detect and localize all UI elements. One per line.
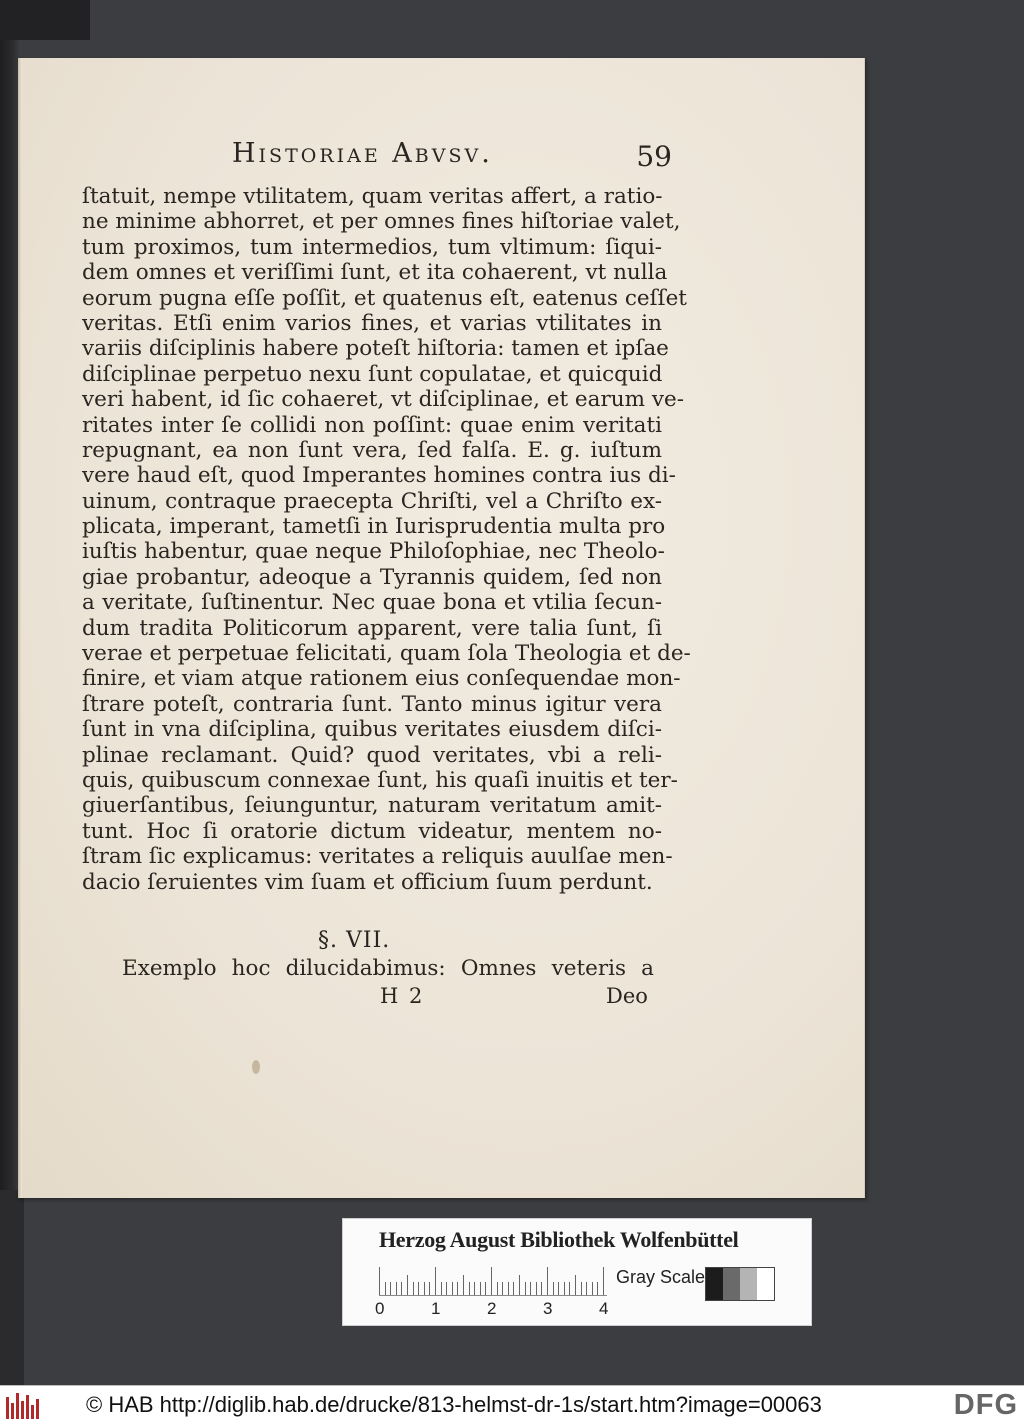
book-cover-corner — [0, 0, 90, 40]
ruler-tick — [441, 1282, 442, 1295]
page-header — [232, 138, 672, 178]
text-line: quis, quibuscum connexae ſunt, his quaſi inuitis et ter- — [82, 767, 678, 793]
text-line: dacio ſeruientes vim ſuam et officium ſuum perdunt. — [82, 869, 653, 895]
ruler-tick — [385, 1282, 386, 1295]
ruler-tick — [502, 1282, 503, 1295]
text-line: uinum, contraque praecepta Chriſti, vel a Chriſto ex- — [82, 488, 662, 514]
ruler-tick — [597, 1282, 598, 1295]
ruler-tick — [592, 1282, 593, 1295]
text-line: giae probantur, adeoque a Tyrannis quidem, ſed non — [82, 564, 662, 590]
logo-bar — [36, 1399, 39, 1419]
ruler-tick — [463, 1275, 464, 1295]
gray-swatch — [740, 1268, 757, 1300]
grayscale-label: Gray Scale — [616, 1267, 706, 1287]
hab-logo-icon — [6, 1391, 42, 1419]
gray-swatch — [723, 1268, 740, 1300]
ruler-tick — [457, 1282, 458, 1295]
scale-card — [342, 1218, 812, 1326]
text-line: plicata, imperant, tametſi in Iurisprudentia multa pro — [82, 514, 666, 540]
page-gutter-shadow — [18, 58, 22, 1198]
ruler-tick — [379, 1267, 380, 1295]
text-line: diſciplinae perpetuo nexu ſunt copulatae, et quicquid — [82, 361, 663, 387]
text-line: dem omnes et veriſſimi ſunt, et ita cohaerent, vt nulla — [82, 260, 668, 286]
text-line: repugnant, ea non ſunt vera, ſed falſa. E. g. iuſtum — [82, 437, 662, 463]
measurement-ruler — [379, 1265, 607, 1296]
gray-swatch — [757, 1268, 774, 1300]
ruler-tick — [513, 1282, 514, 1295]
ruler-labels — [373, 1299, 613, 1319]
text-line: verae et perpetuae felicitati, quam ſola Theologia et de- — [82, 641, 691, 667]
text-line: ſtram ſic explicamus: veritates a reliquis auulſae men- — [82, 844, 673, 870]
ruler-tick — [525, 1282, 526, 1295]
page-number: 59 — [636, 140, 672, 173]
ruler-tick — [469, 1282, 470, 1295]
ruler-tick — [547, 1267, 548, 1295]
ruler-tick — [586, 1282, 587, 1295]
catchword: Deo — [606, 984, 648, 1008]
text-line: finire, et viam atque rationem eius conſequendae mon- — [82, 666, 681, 692]
ruler-tick — [581, 1282, 582, 1295]
ruler-label: 1 — [431, 1299, 441, 1318]
text-line: ſtatuit, nempe vtilitatem, quam veritas affert, a ratio- — [82, 184, 663, 209]
text-line: a veritate, ſuſtinentur. Nec quae bona et vtilia ſecun- — [82, 590, 662, 616]
gray-swatch — [706, 1268, 723, 1300]
text-line: ſunt in vna diſciplina, quibus veritates eiusdem diſci- — [82, 717, 662, 743]
grayscale-swatches — [705, 1267, 775, 1301]
ruler-tick — [435, 1267, 436, 1295]
ruler-tick — [603, 1267, 604, 1295]
logo-bar — [26, 1395, 29, 1419]
text-line: veri habent, id ſic cohaeret, vt diſciplinae, et earum ve- — [82, 387, 684, 413]
ruler-tick — [569, 1282, 570, 1295]
ruler-tick — [564, 1282, 565, 1295]
text-line: eorum pugna eſſe poſſit, et quatenus eſt, eatenus ceſſet — [82, 285, 687, 311]
text-line: tunt. Hoc ſi oratorie dictum videatur, mentem no- — [82, 818, 662, 844]
signature-mark: H 2 — [380, 984, 425, 1008]
logo-bar — [11, 1403, 14, 1419]
ruler-tick — [519, 1275, 520, 1295]
ruler-tick — [429, 1282, 430, 1295]
ruler-tick — [541, 1282, 542, 1295]
library-name: Herzog August Bibliothek Wolfenbüttel — [379, 1227, 739, 1252]
text-line: variis diſciplinis habere poteſt hiſtoria: tamen et ipſae — [82, 336, 669, 362]
dfg-logo: DFG — [953, 1389, 1018, 1421]
ruler-tick — [413, 1282, 414, 1295]
text-line: veritas. Etſi enim varios fines, et varias vtilitates in — [82, 310, 662, 336]
text-line: dum tradita Politicorum apparent, vere talia ſunt, ſi — [82, 615, 662, 641]
ruler-tick — [407, 1275, 408, 1295]
book-spine — [0, 0, 20, 1385]
ruler-tick — [418, 1282, 419, 1295]
logo-bar — [6, 1397, 9, 1419]
body-text — [82, 184, 691, 895]
text-line: vere haud eſt, quod Imperantes homines contra ius di- — [82, 463, 676, 489]
paper-stain — [252, 1060, 260, 1074]
book-cover-edge — [0, 1190, 24, 1385]
ruler-tick — [446, 1282, 447, 1295]
ruler-label: 2 — [487, 1299, 497, 1318]
copyright-url[interactable]: © HAB http://diglib.hab.de/drucke/813-helmst-dr-1s/start.htm?image=00063 — [86, 1392, 822, 1417]
ruler-label: 0 — [375, 1299, 385, 1318]
ruler-tick — [401, 1282, 402, 1295]
ruler-tick — [424, 1282, 425, 1295]
ruler-label: 4 — [599, 1299, 609, 1318]
text-line: plinae reclamant. Quid? quod veritates, vbi a reli- — [82, 742, 662, 768]
continued-line: Exemplo hoc dilucidabimus: Omnes veteris a — [122, 956, 654, 981]
ruler-tick — [497, 1282, 498, 1295]
logo-bar — [21, 1401, 24, 1419]
text-line: tum proximos, tum intermedios, tum vltimum: ſiqui- — [82, 234, 662, 260]
ruler-tick — [575, 1275, 576, 1295]
ruler-tick — [508, 1282, 509, 1295]
text-line: ne minime abhorret, et per omnes fines hiſtoriae valet, — [82, 209, 681, 235]
ruler-tick — [390, 1282, 391, 1295]
ruler-tick — [530, 1282, 531, 1295]
ruler-tick — [480, 1282, 481, 1295]
ruler-tick — [553, 1282, 554, 1295]
ruler-tick — [396, 1282, 397, 1295]
section-heading: §. VII. — [318, 928, 391, 953]
logo-bar — [16, 1393, 19, 1419]
text-line: iuſtis habentur, quae neque Philoſophiae, nec Theolo- — [82, 539, 665, 565]
ruler-label: 3 — [543, 1299, 553, 1318]
ruler-tick — [536, 1282, 537, 1295]
logo-bar — [31, 1405, 34, 1419]
ruler-tick — [452, 1282, 453, 1295]
ruler-tick — [558, 1282, 559, 1295]
ruler-tick — [491, 1267, 492, 1295]
text-line: giuerſantibus, ſeiunguntur, naturam veritatum amit- — [82, 793, 662, 819]
text-line: ſtrare poteſt, contraria ſunt. Tanto minus igitur vera — [82, 691, 662, 717]
running-title: Historiae Abvsv. — [232, 138, 493, 169]
ruler-tick — [485, 1282, 486, 1295]
ruler-tick — [474, 1282, 475, 1295]
footer-bar — [0, 1385, 1024, 1424]
text-line: ritates inter ſe collidi non poſſint: quae enim veritati — [82, 412, 662, 438]
